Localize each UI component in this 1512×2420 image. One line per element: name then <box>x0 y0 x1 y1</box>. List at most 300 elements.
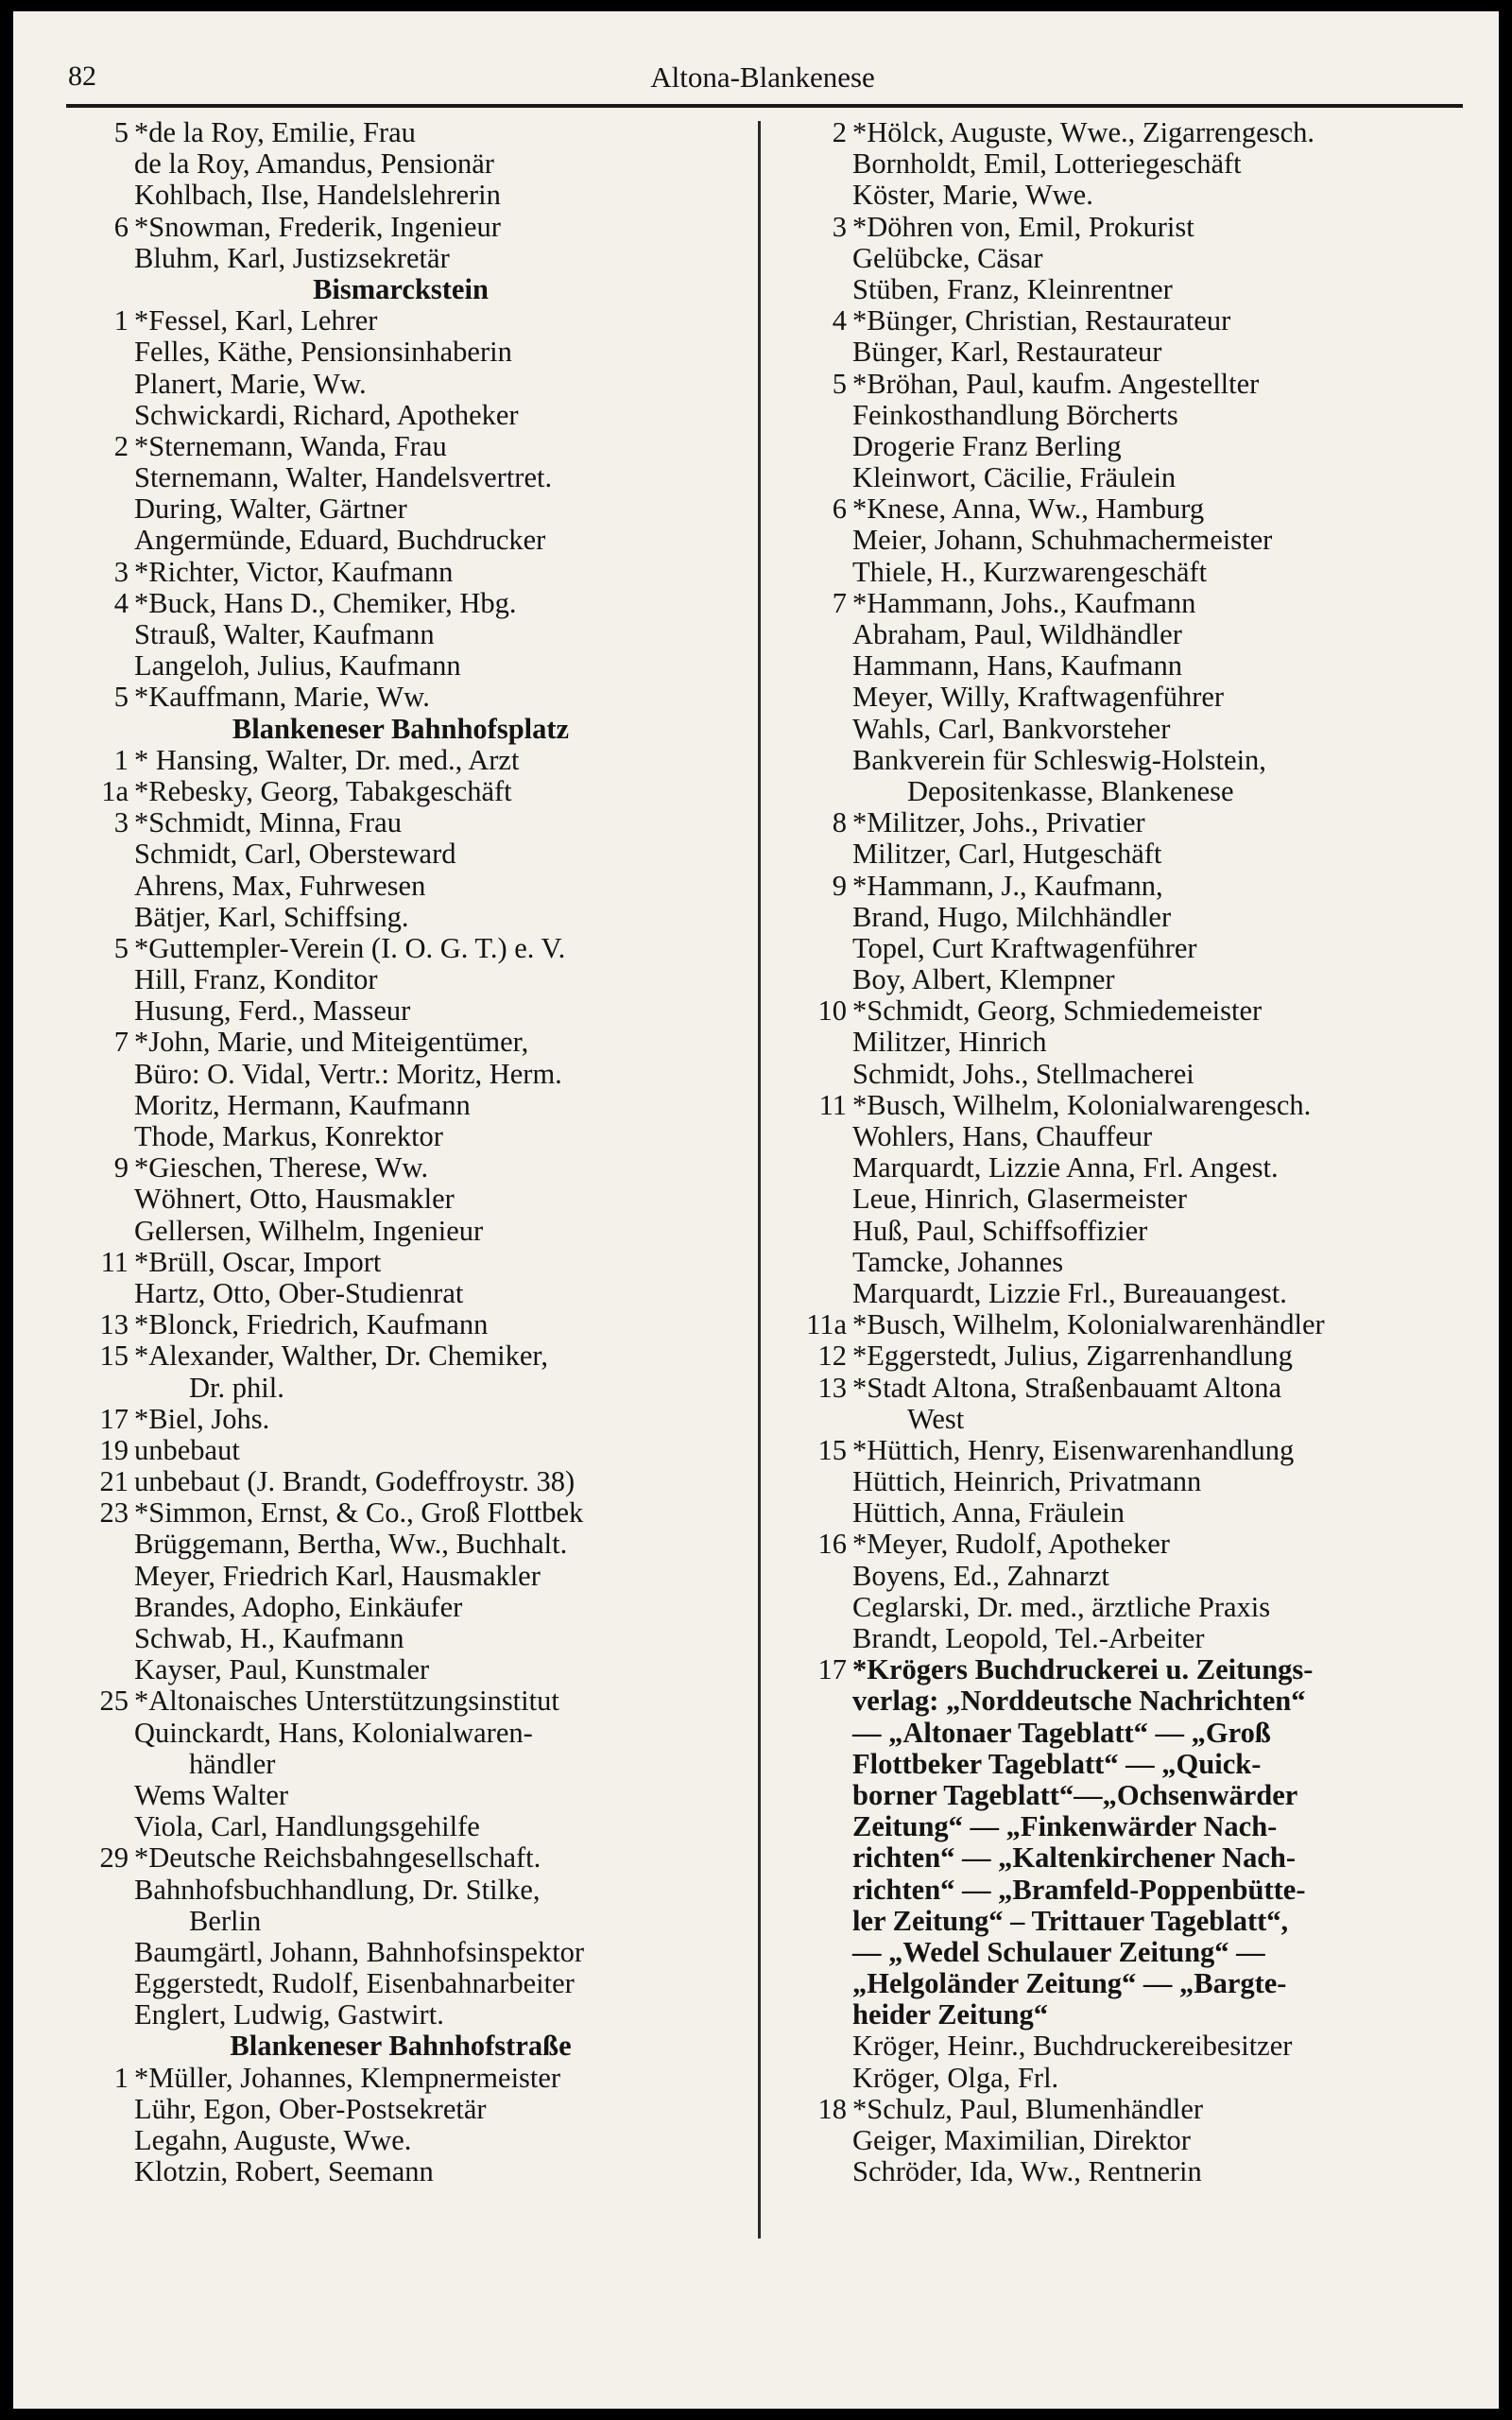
directory-entry <box>57 776 745 807</box>
house-number: 11 <box>818 1088 847 1121</box>
house-number: 17 <box>99 1402 129 1435</box>
entry-text: unbebaut <box>134 1433 240 1466</box>
entry-text: *Kauffmann, Marie, Ww. <box>134 681 430 714</box>
entry-text: *Schulz, Paul, Blumenhändler <box>852 2092 1204 2125</box>
directory-entry <box>57 995 745 1027</box>
entry-text: Meyer, Friedrich Karl, Hausmakler <box>134 1559 541 1592</box>
house-number: 4 <box>113 586 129 619</box>
directory-entry <box>57 964 745 995</box>
house-number: 19 <box>99 1433 129 1466</box>
entry-text: *Schmidt, Georg, Schmiedemeister <box>852 994 1263 1028</box>
directory-entry <box>775 1435 1474 1466</box>
entry-text: Brandt, Leopold, Tel.-Arbeiter <box>852 1622 1205 1654</box>
directory-entry <box>57 650 745 682</box>
entry-text: Bornholdt, Emil, Lotteriegeschäft <box>852 147 1242 181</box>
directory-entry <box>775 1623 1474 1654</box>
entry-text: Schwab, H., Kaufmann <box>134 1622 404 1654</box>
house-number: 2 <box>113 429 129 462</box>
directory-entry <box>57 838 745 870</box>
entry-text: *Müller, Johannes, Klempnermeister <box>134 2061 561 2094</box>
entry-text: Langeloh, Julius, Kaufmann <box>134 649 461 683</box>
directory-entry <box>775 1749 1474 1780</box>
directory-entry <box>57 1027 745 1058</box>
house-number: 10 <box>817 994 847 1028</box>
entry-text: Kröger, Heinr., Buchdruckereibesitzer <box>852 2030 1293 2063</box>
entry-text: Eggerstedt, Rudolf, Eisenbahnarbeiter <box>134 1967 575 2000</box>
directory-entry <box>775 369 1474 400</box>
directory-entry <box>775 180 1474 211</box>
entry-text: Kleinwort, Cäcilie, Fräulein <box>852 461 1177 494</box>
entry-text: Felles, Käthe, Pensionsinhaberin <box>134 336 512 369</box>
directory-entry <box>775 745 1474 776</box>
entry-text: *Hüttich, Henry, Eisenwarenhandlung <box>852 1433 1295 1466</box>
entry-text: Planert, Marie, Ww. <box>134 367 367 400</box>
entry-text: heider Zeitung“ <box>852 1998 1049 2031</box>
entry-text: Meyer, Willy, Kraftwagenführer <box>852 681 1225 714</box>
directory-entry <box>775 305 1474 337</box>
page-number: 82 <box>68 60 96 92</box>
directory-entry <box>775 1497 1474 1529</box>
directory-entry <box>57 1121 745 1152</box>
house-number: 25 <box>99 1685 129 1718</box>
entry-text: *Bröhan, Paul, kaufm. Angestellter <box>852 367 1260 400</box>
entry-text: *Guttempler-Verein (I. O. G. T.) e. V. <box>134 931 566 964</box>
directory-entry <box>775 871 1474 902</box>
house-number: 11 <box>100 1245 129 1278</box>
directory-entry <box>57 369 745 400</box>
entry-text: West <box>907 1402 965 1435</box>
entry-text: Schröder, Ida, Ww., Rentnerin <box>852 2155 1202 2188</box>
house-number: 1 <box>113 743 129 776</box>
entry-text: de la Roy, Amandus, Pensionär <box>134 147 494 181</box>
directory-entry <box>57 431 745 462</box>
directory-entry <box>775 1718 1474 1749</box>
entry-text: Husung, Ferd., Masseur <box>134 994 411 1028</box>
entry-text: *Hammann, Johs., Kaufmann <box>852 586 1196 619</box>
entry-text: *John, Marie, und Miteigentümer, <box>134 1026 529 1059</box>
directory-entry <box>775 1340 1474 1372</box>
directory-entry <box>775 1561 1474 1592</box>
entry-text: Hüttich, Heinrich, Privatmann <box>852 1465 1202 1498</box>
entry-text: *Knese, Anna, Ww., Hamburg <box>852 493 1205 526</box>
directory-entry <box>775 148 1474 180</box>
directory-entry <box>775 682 1474 713</box>
directory-entry <box>775 933 1474 964</box>
house-number: 5 <box>113 931 129 964</box>
directory-entry <box>57 1685 745 1717</box>
entry-text: Klotzin, Robert, Seemann <box>134 2155 434 2188</box>
entry-text: Marquardt, Lizzie Frl., Bureauangest. <box>852 1276 1287 1309</box>
directory-entry <box>775 400 1474 431</box>
house-number: 21 <box>99 1465 129 1498</box>
entry-text: *Meyer, Rudolf, Apotheker <box>852 1528 1170 1561</box>
house-number: 6 <box>832 493 847 526</box>
directory-entry <box>775 1466 1474 1497</box>
directory-entry <box>57 902 745 933</box>
directory-entry <box>775 1027 1474 1058</box>
entry-text: *Rebesky, Georg, Tabakgeschäft <box>134 774 512 807</box>
directory-entry <box>775 557 1474 588</box>
directory-page <box>13 11 1499 2409</box>
directory-entry <box>57 1968 745 1999</box>
directory-entry <box>775 1059 1474 1090</box>
directory-entry <box>57 1152 745 1184</box>
directory-entry <box>775 2125 1474 2156</box>
entry-text: Abraham, Paul, Wildhändler <box>852 618 1182 650</box>
directory-entry <box>775 2031 1474 2062</box>
entry-text: *Snowman, Frederik, Ingenieur <box>134 210 501 243</box>
directory-entry <box>775 525 1474 556</box>
running-title: Altona-Blankenese <box>650 60 875 94</box>
entry-text: Englert, Ludwig, Gastwirt. <box>134 1998 444 2031</box>
directory-entry <box>775 1090 1474 1121</box>
entry-text: *Sternemann, Wanda, Frau <box>134 429 447 462</box>
directory-entry <box>775 1184 1474 1215</box>
directory-entry <box>57 462 745 493</box>
house-number: 3 <box>113 806 129 839</box>
entry-text: *Busch, Wilhelm, Kolonialwarenhändler <box>852 1308 1325 1341</box>
entry-text: Bahnhofsbuchhandlung, Dr. Stilke, <box>134 1873 541 1906</box>
directory-entry <box>57 1309 745 1340</box>
directory-entry <box>57 2063 745 2094</box>
house-number: 1 <box>113 2061 129 2094</box>
directory-entry <box>57 243 745 274</box>
house-number: 9 <box>113 1151 129 1184</box>
house-number: 15 <box>817 1433 847 1466</box>
directory-entry <box>57 2125 745 2156</box>
directory-entry <box>57 400 745 431</box>
entry-text: *Krögers Buchdruckerei u. Zeitungs- <box>852 1653 1314 1686</box>
directory-entry <box>775 1216 1474 1247</box>
directory-entry <box>775 1152 1474 1184</box>
directory-entry <box>775 337 1474 368</box>
entry-text: Moritz, Hermann, Kaufmann <box>134 1088 471 1121</box>
directory-entry <box>775 2156 1474 2187</box>
entry-text: *Hölck, Auguste, Wwe., Zigarrengesch. <box>852 116 1314 148</box>
directory-entry <box>57 1184 745 1215</box>
header-rule <box>66 104 1463 108</box>
entry-text: Schmidt, Carl, Obersteward <box>134 838 456 871</box>
directory-entry <box>57 1937 745 1968</box>
entry-text: *Biel, Johs. <box>134 1402 270 1435</box>
directory-entry <box>57 493 745 525</box>
entry-text: Kayser, Paul, Kunstmaler <box>134 1653 430 1686</box>
entry-text: Wems Walter <box>134 1778 289 1811</box>
entry-text: richten“ — „Kaltenkirchener Nach- <box>852 1841 1297 1875</box>
house-number: 9 <box>832 869 847 902</box>
house-number: 29 <box>99 1841 129 1875</box>
entry-text: Wohlers, Hans, Chauffeur <box>852 1120 1153 1152</box>
entry-text: Zeitung“ — „Finkenwärder Nach- <box>852 1810 1278 1843</box>
entry-text: *Fessel, Karl, Lehrer <box>134 304 378 337</box>
entry-text: *Simmon, Ernst, & Co., Groß Flottbek <box>134 1496 584 1530</box>
entry-text: * Hansing, Walter, Dr. med., Arzt <box>134 743 520 776</box>
directory-entry <box>775 462 1474 493</box>
directory-entry <box>775 1654 1474 1685</box>
entry-text: Militzer, Hinrich <box>852 1026 1047 1059</box>
directory-entry <box>57 1875 745 1906</box>
entry-text: Geiger, Maximilian, Direktor <box>852 2124 1191 2156</box>
entry-text: verlag: „Norddeutsche Nachrichten“ <box>852 1685 1306 1718</box>
directory-entry <box>57 180 745 211</box>
directory-entry <box>57 2156 745 2187</box>
street-heading: Blankeneser Bahnhofstraße <box>230 2030 572 2063</box>
directory-entry <box>57 1529 745 1560</box>
entry-text: händler <box>189 1747 276 1780</box>
directory-entry <box>775 995 1474 1027</box>
entry-text: *Richter, Victor, Kaufmann <box>134 555 454 588</box>
directory-entry <box>57 117 745 148</box>
entry-text: *Schmidt, Minna, Frau <box>134 806 402 839</box>
directory-entry <box>57 1654 745 1685</box>
entry-text: Brandes, Adopho, Einkäufer <box>134 1590 463 1623</box>
entry-text: Wahls, Carl, Bankvorsteher <box>852 712 1171 745</box>
directory-entry <box>57 871 745 902</box>
street-heading: Blankeneser Bahnhofsplatz <box>232 712 570 745</box>
directory-entry <box>775 274 1474 305</box>
entry-text: ler Zeitung“ – Trittauer Tageblatt“, <box>852 1904 1289 1937</box>
entry-text: Boy, Albert, Klempner <box>852 963 1115 996</box>
directory-entry <box>57 588 745 619</box>
entry-text: Kröger, Olga, Frl. <box>852 2061 1059 2094</box>
house-number: 5 <box>113 116 129 148</box>
house-number: 12 <box>817 1340 847 1373</box>
directory-entry <box>775 2063 1474 2094</box>
directory-entry <box>775 588 1474 619</box>
directory-entry <box>57 305 745 337</box>
directory-entry <box>775 1906 1474 1937</box>
directory-entry <box>775 2094 1474 2125</box>
directory-entry <box>57 1718 745 1749</box>
directory-entry <box>775 212 1474 243</box>
directory-entry <box>775 714 1474 745</box>
house-number: 13 <box>817 1371 847 1404</box>
column-divider <box>758 121 761 2238</box>
entry-text: Depositenkasse, Blankenese <box>907 774 1234 807</box>
entry-text: *Deutsche Reichsbahngesellschaft. <box>134 1841 541 1875</box>
directory-entry <box>57 525 745 556</box>
entry-text: Brand, Hugo, Milchhändler <box>852 900 1172 933</box>
directory-entry <box>775 619 1474 650</box>
entry-text: borner Tageblatt“—„Ochsenwärder <box>852 1778 1298 1811</box>
house-number: 18 <box>817 2092 847 2125</box>
entry-text: Bätjer, Karl, Schiffsing. <box>134 900 409 933</box>
entry-text: *Döhren von, Emil, Prokurist <box>852 210 1194 243</box>
directory-entry <box>775 776 1474 807</box>
entry-text: „Helgoländer Zeitung“ — „Bargte- <box>852 1967 1287 2000</box>
directory-entry <box>775 117 1474 148</box>
directory-entry <box>57 2094 745 2125</box>
house-number: 1 <box>113 304 129 337</box>
directory-entry <box>775 902 1474 933</box>
directory-entry <box>775 964 1474 995</box>
entry-text: Schwickardi, Richard, Apotheker <box>134 398 519 431</box>
directory-entry <box>57 1749 745 1780</box>
entry-text: Quinckardt, Hans, Kolonialwaren- <box>134 1716 533 1749</box>
entry-text: Topel, Curt Kraftwagenführer <box>852 931 1197 964</box>
house-number: 8 <box>832 806 847 839</box>
directory-entry <box>775 1121 1474 1152</box>
entry-text: During, Walter, Gärtner <box>134 493 407 526</box>
entry-text: Flottbeker Tageblatt“ — „Quick- <box>852 1747 1262 1780</box>
directory-entry <box>57 933 745 964</box>
entry-text: Berlin <box>189 1904 262 1937</box>
entry-text: Hammann, Hans, Kaufmann <box>852 649 1182 683</box>
entry-text: *Alexander, Walther, Dr. Chemiker, <box>134 1340 548 1373</box>
entry-text: *Blonck, Friedrich, Kaufmann <box>134 1308 489 1341</box>
entry-text: Gelübcke, Cäsar <box>852 241 1043 274</box>
entry-text: Stüben, Franz, Kleinrentner <box>852 272 1173 305</box>
directory-entry <box>775 1811 1474 1842</box>
directory-entry <box>57 337 745 368</box>
house-number: 7 <box>113 1026 129 1059</box>
entry-text: Drogerie Franz Berling <box>852 429 1122 462</box>
entry-text: Hill, Franz, Konditor <box>134 963 378 996</box>
directory-entry <box>775 1592 1474 1623</box>
directory-entry <box>775 807 1474 838</box>
directory-entry <box>57 557 745 588</box>
directory-entry <box>775 1404 1474 1435</box>
entry-text: *de la Roy, Emilie, Frau <box>134 116 416 148</box>
directory-entry <box>57 1497 745 1529</box>
house-number: 6 <box>113 210 129 243</box>
directory-entry <box>775 838 1474 870</box>
entry-text: Thiele, H., Kurzwarengeschäft <box>852 555 1208 588</box>
entry-text: Bluhm, Karl, Justizsekretär <box>134 241 450 274</box>
left-column <box>57 117 745 2187</box>
entry-text: *Hammann, J., Kaufmann, <box>852 869 1163 902</box>
house-number: 15 <box>99 1340 129 1373</box>
page-header <box>68 60 1457 108</box>
entry-text: *Buck, Hans D., Chemiker, Hbg. <box>134 586 517 619</box>
entry-text: Angermünde, Eduard, Buchdrucker <box>134 524 546 557</box>
entry-text: Leue, Hinrich, Glasermeister <box>852 1183 1187 1216</box>
directory-entry <box>775 1842 1474 1874</box>
directory-entry <box>57 745 745 776</box>
entry-text: Tamcke, Johannes <box>852 1245 1064 1278</box>
entry-text: Ceglarski, Dr. med., ärztliche Praxis <box>852 1590 1271 1623</box>
directory-entry <box>57 148 745 180</box>
directory-entry <box>775 1278 1474 1309</box>
entry-text: Feinkosthandlung Börcherts <box>852 398 1178 431</box>
directory-entry <box>57 1090 745 1121</box>
directory-entry <box>57 807 745 838</box>
directory-entry <box>57 1561 745 1592</box>
entry-text: Marquardt, Lizzie Anna, Frl. Angest. <box>852 1151 1279 1184</box>
entry-text: *Gieschen, Therese, Ww. <box>134 1151 429 1184</box>
house-number: 11a <box>806 1308 847 1341</box>
right-column <box>775 117 1474 2187</box>
directory-entry <box>775 1685 1474 1717</box>
directory-entry <box>775 650 1474 682</box>
house-number: 4 <box>832 304 847 337</box>
directory-entry <box>775 1968 1474 1999</box>
directory-entry <box>775 1999 1474 2031</box>
directory-entry <box>775 1373 1474 1404</box>
directory-entry <box>57 1623 745 1654</box>
entry-text: Strauß, Walter, Kaufmann <box>134 618 435 650</box>
entry-text: Viola, Carl, Handlungsgehilfe <box>134 1810 480 1843</box>
directory-entry <box>775 493 1474 525</box>
entry-text: Thode, Markus, Konrektor <box>134 1120 443 1152</box>
directory-entry <box>57 1373 745 1404</box>
directory-entry <box>57 1999 745 2031</box>
entry-text: Legahn, Auguste, Wwe. <box>134 2124 412 2156</box>
directory-entry <box>57 1811 745 1842</box>
entry-text: Ahrens, Max, Fuhrwesen <box>134 869 426 902</box>
entry-text: Hartz, Otto, Ober-Studienrat <box>134 1276 464 1309</box>
directory-entry <box>57 1059 745 1090</box>
directory-entry <box>775 243 1474 274</box>
entry-text: Gellersen, Wilhelm, Ingenieur <box>134 1214 484 1247</box>
directory-entry <box>775 1780 1474 1811</box>
directory-entry <box>57 1404 745 1435</box>
directory-entry <box>775 1309 1474 1340</box>
directory-entry <box>57 1592 745 1623</box>
entry-text: richten“ — „Bramfeld-Poppenbütte- <box>852 1873 1306 1906</box>
entry-text: Baumgärtl, Johann, Bahnhofsinspektor <box>134 1935 585 1968</box>
entry-text: *Eggerstedt, Julius, Zigarrenhandlung <box>852 1340 1293 1373</box>
house-number: 16 <box>817 1528 847 1561</box>
directory-entry <box>775 1247 1474 1278</box>
street-heading: Bismarckstein <box>313 272 489 305</box>
entry-text: Kohlbach, Ilse, Handelslehrerin <box>134 179 501 212</box>
directory-entry <box>775 1529 1474 1560</box>
house-number: 13 <box>99 1308 129 1341</box>
house-number: 5 <box>113 681 129 714</box>
directory-entry <box>775 1875 1474 1906</box>
directory-entry <box>57 1247 745 1278</box>
entry-text: Boyens, Ed., Zahnarzt <box>852 1559 1109 1592</box>
entry-text: Lühr, Egon, Ober-Postsekretär <box>134 2092 487 2125</box>
entry-text: *Brüll, Oscar, Import <box>134 1245 382 1278</box>
entry-text: *Stadt Altona, Straßenbauamt Altona <box>852 1371 1282 1404</box>
house-number: 23 <box>99 1496 129 1530</box>
entry-text: Huß, Paul, Schiffsoffizier <box>852 1214 1148 1247</box>
house-number: 7 <box>832 586 847 619</box>
house-number: 3 <box>832 210 847 243</box>
house-number: 17 <box>817 1653 847 1686</box>
directory-entry <box>57 1216 745 1247</box>
entry-text: Meier, Johann, Schuhmachermeister <box>852 524 1273 557</box>
entry-text: Sternemann, Walter, Handelsvertret. <box>134 461 553 494</box>
entry-text: *Militzer, Johs., Privatier <box>852 806 1145 839</box>
directory-entry <box>57 1842 745 1874</box>
house-number: 5 <box>832 367 847 400</box>
entry-text: Wöhnert, Otto, Hausmakler <box>134 1183 455 1216</box>
entry-text: unbebaut (J. Brandt, Godeffroystr. 38) <box>134 1465 576 1498</box>
entry-text: Brüggemann, Bertha, Ww., Buchhalt. <box>134 1528 568 1561</box>
entry-text: *Altonaisches Unterstützungsinstitut <box>134 1685 559 1718</box>
house-number: 1a <box>101 774 129 807</box>
directory-entry <box>57 1340 745 1372</box>
entry-text: Bankverein für Schleswig-Holstein, <box>852 743 1266 776</box>
entry-text: — „Altonaer Tageblatt“ — „Groß <box>852 1716 1271 1749</box>
house-number: 3 <box>113 555 129 588</box>
entry-text: Büro: O. Vidal, Vertr.: Moritz, Herm. <box>134 1057 562 1090</box>
entry-text: Bünger, Karl, Restaurateur <box>852 336 1162 369</box>
entry-text: *Busch, Wilhelm, Kolonialwarengesch. <box>852 1088 1312 1121</box>
entry-text: Militzer, Carl, Hutgeschäft <box>852 838 1162 871</box>
directory-entry <box>57 1780 745 1811</box>
directory-entry <box>57 619 745 650</box>
directory-entry <box>57 1435 745 1466</box>
entry-text: Dr. phil. <box>189 1371 284 1404</box>
directory-entry <box>775 431 1474 462</box>
directory-entry <box>57 1906 745 1937</box>
directory-entry <box>57 1466 745 1497</box>
directory-entry <box>57 212 745 243</box>
